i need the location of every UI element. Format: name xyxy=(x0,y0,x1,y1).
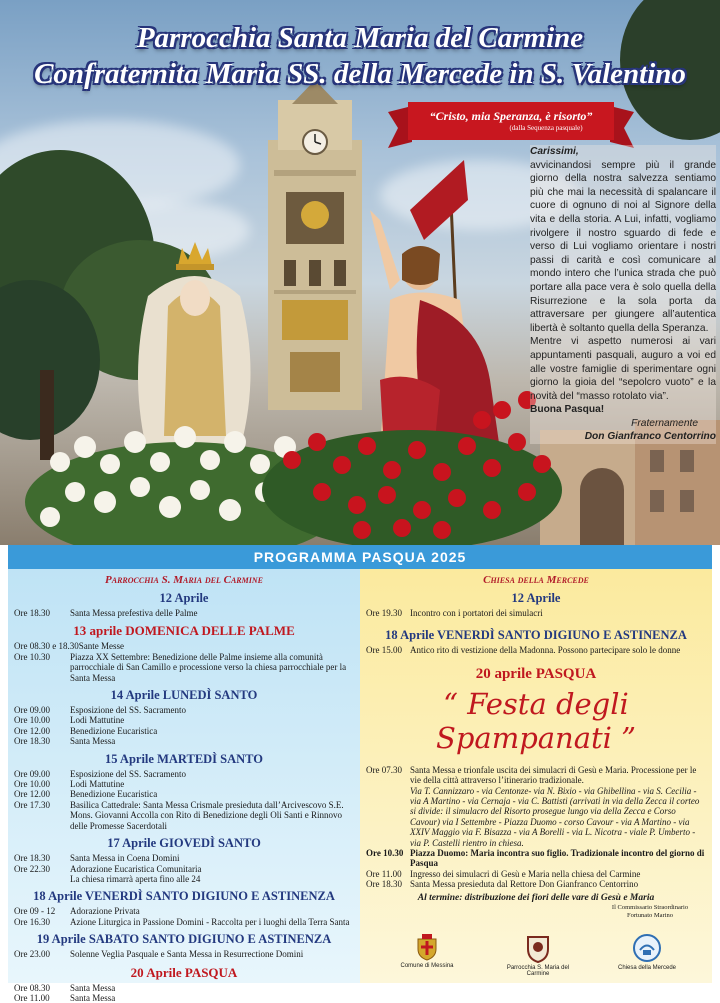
letter-closing: Buona Pasqua! xyxy=(530,404,605,416)
time: Ore 07.30 xyxy=(366,764,402,775)
procession-route: Via T. Cannizzaro - via Centonze- via N. Bixio - via Ghibellina - via S. Cecilia - via A Martino - via Cernaja - via C. Battisti (arrivati in via della Zecca il corteo si divide: il simulacro del Risorto prosegue lungo via della Zecca e Corso Cavour) via I Settembre - Piazza Duomo - corso Cavour - via A Martino - via XXIV Maggio via F. Bisazza - via A Borelli - via L. Nicotra - viale P. Umberto - via P. Castelli rientro in chiesa. xyxy=(410,785,700,848)
red-roses xyxy=(262,380,562,545)
day-title: 20 Aprile PASQUA xyxy=(130,964,238,980)
day-title: 18 Aprile VENERDÌ SANTO DIGIUNO E ASTINENZA xyxy=(385,628,687,643)
letter-body-2: Mentre vi aspetto numerosi ai vari appuntamenti pasquali, auguro a voi ed alle vostre famiglie di sperimentare ogni giorno la gioia del “sepolcro vuoto” e la novità del “masso rotolato via”. xyxy=(530,336,716,402)
time: Ore 08.30 xyxy=(14,982,50,993)
event: Santa Messa prefestiva delle Palme xyxy=(70,608,198,618)
letter-greeting: Carissimi, xyxy=(530,146,579,157)
time: Ore 09.00 xyxy=(14,768,50,779)
schedule-row xyxy=(8,800,360,831)
event: La chiesa rimarrà aperta fino alle 24 xyxy=(70,873,201,884)
festa-title: “ Festa degli Spampanati ” xyxy=(435,686,636,755)
time: Ore 12.00 xyxy=(14,725,50,736)
event: Adorazione Eucaristica Comunitaria xyxy=(70,863,202,874)
time: Ore 12.00 xyxy=(14,789,50,800)
event: Azione Liturgica in Passione Domini - Raccolta per i luoghi della Terra Santa xyxy=(70,916,350,927)
schedule-row xyxy=(8,949,360,959)
carmine-heading: Parrocchia S. Maria del Carmine xyxy=(105,574,263,586)
event: Lodi Mattutine xyxy=(70,779,125,790)
schedule-row xyxy=(8,983,360,993)
event: Piazza Duomo: Maria incontra suo figlio. Tradizionale incontro del giorno di Pasqua xyxy=(410,848,705,869)
schedule-row xyxy=(8,906,360,916)
time: Ore 09 - 12 xyxy=(14,906,56,917)
mercede-emblem-icon xyxy=(632,933,662,963)
schedule-row xyxy=(360,848,712,869)
time: Ore 11.00 xyxy=(14,992,50,1003)
event: Santa Messa xyxy=(70,992,116,1003)
schedule-row xyxy=(360,608,712,618)
time: Ore 09.00 xyxy=(14,705,50,716)
mercede-heading: Chiesa della Mercede xyxy=(483,574,589,586)
comune-crest-icon xyxy=(416,933,438,961)
schedule-row xyxy=(8,789,360,799)
logo-comune xyxy=(392,933,462,969)
day-title-easter: 20 aprile PASQUA xyxy=(475,665,597,682)
time: Ore 10.30 xyxy=(366,848,404,859)
event: Piazza XX Settembre: Benedizione delle Palme insieme alla comunità parrocchiale di San Camillo e processione verso la chiesa parrocchiale per la Santa Messa xyxy=(70,651,347,683)
title-parish: Parrocchia Santa Maria del Carmine xyxy=(136,22,584,54)
day-title: 17 Aprile GIOVEDÌ SANTO xyxy=(107,836,261,851)
schedule-row xyxy=(8,874,360,884)
logo-chiesa xyxy=(612,933,682,971)
time: Ore 19.30 xyxy=(366,608,402,618)
time: Ore 22.30 xyxy=(14,863,50,874)
program-mercede xyxy=(360,569,712,983)
logo-parrocchia xyxy=(498,933,578,977)
event: Santa Messa presieduta dal Rettore Don Gianfranco Centorrino xyxy=(410,879,639,890)
time: Ore 18.30 xyxy=(14,736,50,747)
time: Ore 10.00 xyxy=(14,779,50,790)
time: Ore 10.00 xyxy=(14,715,50,726)
schedule-row xyxy=(8,779,360,789)
schedule-row xyxy=(360,645,712,655)
event: Santa Messa xyxy=(70,982,116,993)
time: Ore 18.30 xyxy=(366,879,402,890)
mercede-rows xyxy=(360,848,712,890)
schedule-row xyxy=(360,765,712,786)
schedule-row xyxy=(8,769,360,779)
schedule-row xyxy=(8,853,360,863)
event: Ingresso dei simulacri di Gesù e Maria nella chiesa del Carmine xyxy=(410,868,641,879)
title-confraternity: Confraternita Maria SS. della Mercede in S. Valentino xyxy=(34,58,686,90)
ribbon-quote: “Cristo, mia Speranza, è risorto” xyxy=(429,109,593,123)
letter-body: avvicinandosi sempre più il grande giorno della nostra salvezza sentiamo più che mai la necessità di spalancare il cuore di ognuno di noi al Signore della vita e della storia. A Lui, infatti, vogliamo rivolgere il nostro sguardo di fede e verso di Lui vogliamo orientare i nostri passi di carità e così comunicare al mondo intero che l’unica strada che può portare alla pace vera è solo quella della Risurrezione e la sola porta da attraversare per giungere all’autentica libertà è soltanto quella della Speranza. xyxy=(530,159,716,334)
commissario xyxy=(600,904,700,920)
schedule-row xyxy=(8,652,360,683)
schedule-row xyxy=(8,726,360,736)
day-title: 19 Aprile SABATO SANTO DIGIUNO E ASTINENZA xyxy=(36,932,332,947)
time: Ore 15.00 xyxy=(366,645,402,656)
time: Ore 18.30 xyxy=(14,608,50,618)
program-carmine xyxy=(8,569,360,1003)
time: Ore 10.30 xyxy=(14,651,50,662)
event: Lodi Mattutine xyxy=(70,715,125,726)
schedule-row xyxy=(8,715,360,725)
event: Santa Messa xyxy=(70,736,116,747)
event: Incontro con i portatori dei simulacri xyxy=(410,608,543,618)
day-title: 14 Aprile LUNEDÌ SANTO xyxy=(110,688,258,703)
event: Benedizione Eucaristica xyxy=(70,725,158,736)
time: Ore 18.30 xyxy=(14,853,50,864)
commissario-name: Fortunato Marino xyxy=(626,912,674,919)
schedule-row xyxy=(8,993,360,1003)
closing-note: Al termine: distribuzione dei fiori delle vare di Gesù e Maria xyxy=(417,892,655,903)
schedule-row xyxy=(8,917,360,927)
day-title: 13 aprile DOMENICA DELLE PALME xyxy=(73,623,295,639)
time: Ore 08.30 e 18.30 xyxy=(14,641,79,652)
logo-parrocchia-label: Parrocchia S. Maria del Carmine xyxy=(506,965,570,977)
event: Esposizione del SS. Sacramento xyxy=(70,705,186,716)
event: Santa Messa in Coena Domini xyxy=(70,853,180,864)
schedule-row xyxy=(360,879,712,889)
day-title: 12 Aprile xyxy=(159,591,209,605)
time: Ore 17.30 xyxy=(14,799,50,810)
time: Ore 16.30 xyxy=(14,916,50,927)
schedule-row xyxy=(8,641,360,651)
schedule-row xyxy=(8,705,360,715)
event: Benedizione Eucaristica xyxy=(70,789,158,800)
schedule-row xyxy=(8,608,360,618)
event: Esposizione del SS. Sacramento xyxy=(70,768,186,779)
commissario-title: Il Commissario Straordinario xyxy=(611,904,689,911)
ribbon-source: (dalla Sequenza pasquale) xyxy=(509,124,583,132)
day-title: 15 Aprile MARTEDÌ SANTO xyxy=(104,751,264,766)
letter-signature: Don Gianfranco Centorrino xyxy=(584,431,716,443)
time: Ore 11.00 xyxy=(366,868,402,879)
event: Solenne Veglia Pasquale e Santa Messa in Resurrectione Domini xyxy=(70,949,304,960)
event: Basilica Cattedrale: Santa Messa Crismale presieduta dall’Arcivescovo S.E. Mons. Giovanni Accolla con Rito di Benedizione degli Oli Santi e Rinnovo delle Promesse Sacerdotali xyxy=(70,799,344,831)
time: Ore 23.00 xyxy=(14,949,50,960)
carmine-days xyxy=(8,591,360,1003)
logo-comune-label: Comune di Messina xyxy=(400,963,454,969)
letter-fraternally: Fraternamente xyxy=(631,417,698,429)
parish-crest-icon xyxy=(525,933,551,963)
schedule-row xyxy=(8,736,360,746)
program-banner: PROGRAMMA PASQUA 2025 xyxy=(8,545,712,569)
day-title: 12 Aprile xyxy=(511,591,561,605)
day-title: 18 Aprile VENERDÌ SANTO DIGIUNO E ASTINENZA xyxy=(33,889,335,904)
schedule-row xyxy=(360,869,712,879)
event: Sante Messe xyxy=(78,641,124,652)
time xyxy=(14,874,70,884)
event: Antico rito di vestizione della Madonna. Possono partecipare solo le donne xyxy=(410,645,681,656)
event: Adorazione Privata xyxy=(70,906,140,917)
logo-chiesa-label: Chiesa della Mercede xyxy=(617,965,677,971)
schedule-row xyxy=(8,864,360,874)
event: Santa Messa e trionfale uscita dei simulacri di Gesù e Maria. Processione per le vie della città attraverso l’itinerario tradizionale. xyxy=(410,764,697,786)
pastoral-letter xyxy=(530,145,716,444)
